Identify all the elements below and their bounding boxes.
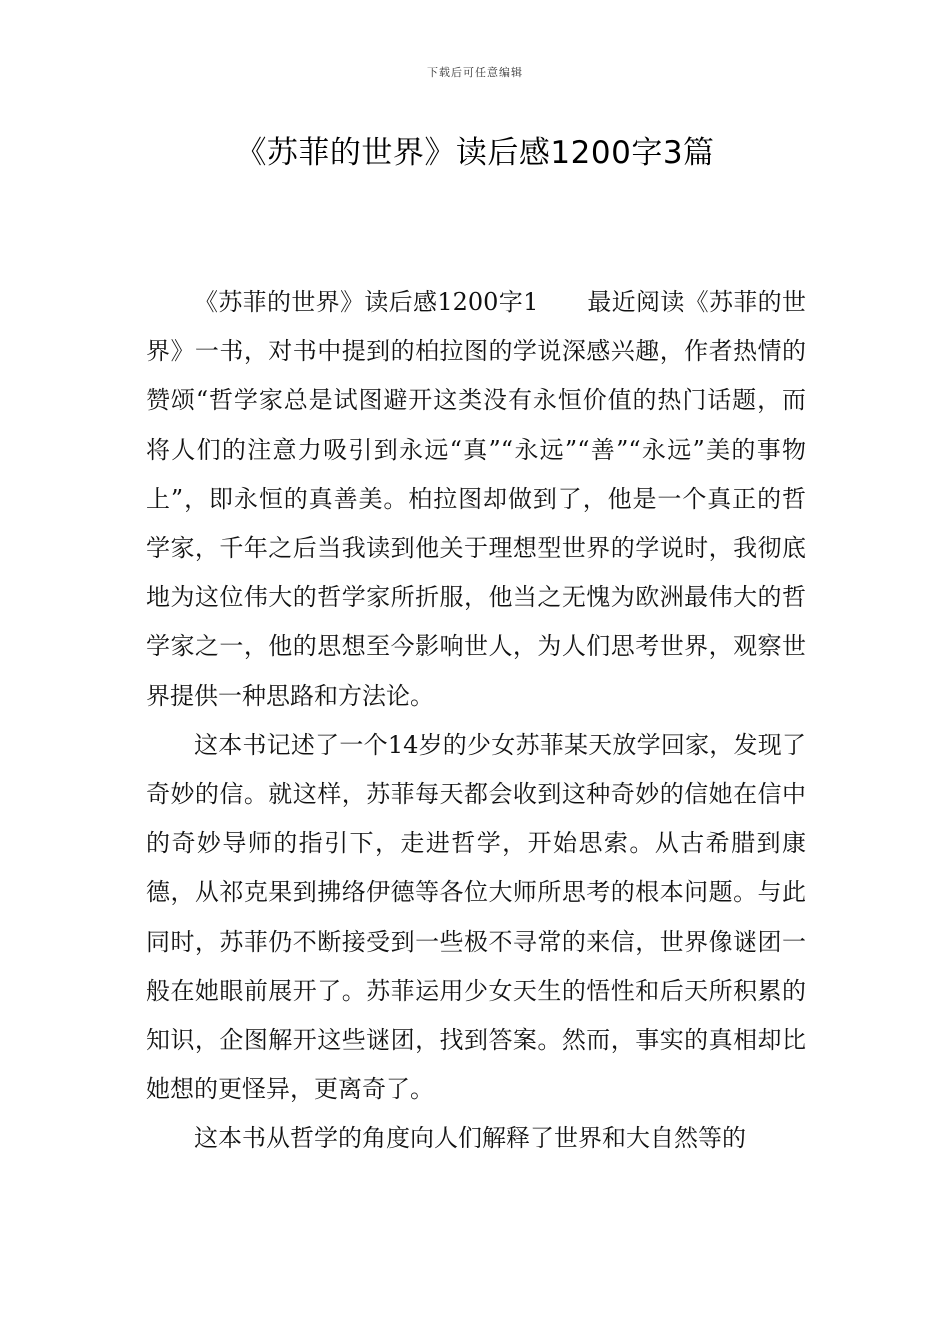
header-note: 下载后可任意编辑 <box>427 66 523 79</box>
document-title: 《苏菲的世界》读后感1200字3篇 <box>235 135 715 171</box>
paragraph-2: 这本书记述了一个14岁的少女苏菲某天放学回家，发现了奇妙的信。就这样，苏菲每天都会收到这种奇妙的信她在信中的奇妙导师的指引下，走进哲学，开始思索。从古希腊到康德，从祁克果到拂络伊德等各位大师所思考的根本问题。与此同时，苏菲仍不断接受到一些极不寻常的来信，世界像谜团一般在她眼前展开了。苏菲运用少女天生的悟性和后天所积累的知识，企图解开这些谜团，找到答案。然而，事实的真相却比她想的更怪异，更离奇了。 <box>146 730 806 1104</box>
paragraph-3: 这本书从哲学的角度向人们解释了世界和大自然等的 <box>194 1124 746 1153</box>
document-body <box>146 278 806 1164</box>
paragraph-1: 《苏菲的世界》读后感1200字1 最近阅读《苏菲的世界》一书，对书中提到的柏拉图的学说深感兴趣，作者热情的赞颂“哲学家总是试图避开这类没有永恒价值的热门话题，而将人们的注意力吸引到永远“真”“永远”“善”“永远”美的事物上”，即永恒的真善美。柏拉图却做到了，他是一个真正的哲学家，千年之后当我读到他关于理想型世界的学说时，我彻底地为这位伟大的哲学家所折服，他当之无愧为欧洲最伟大的哲学家之一，他的思想至今影响世人，为人们思考世界，观察世界提供一种思路和方法论。 <box>146 288 806 710</box>
